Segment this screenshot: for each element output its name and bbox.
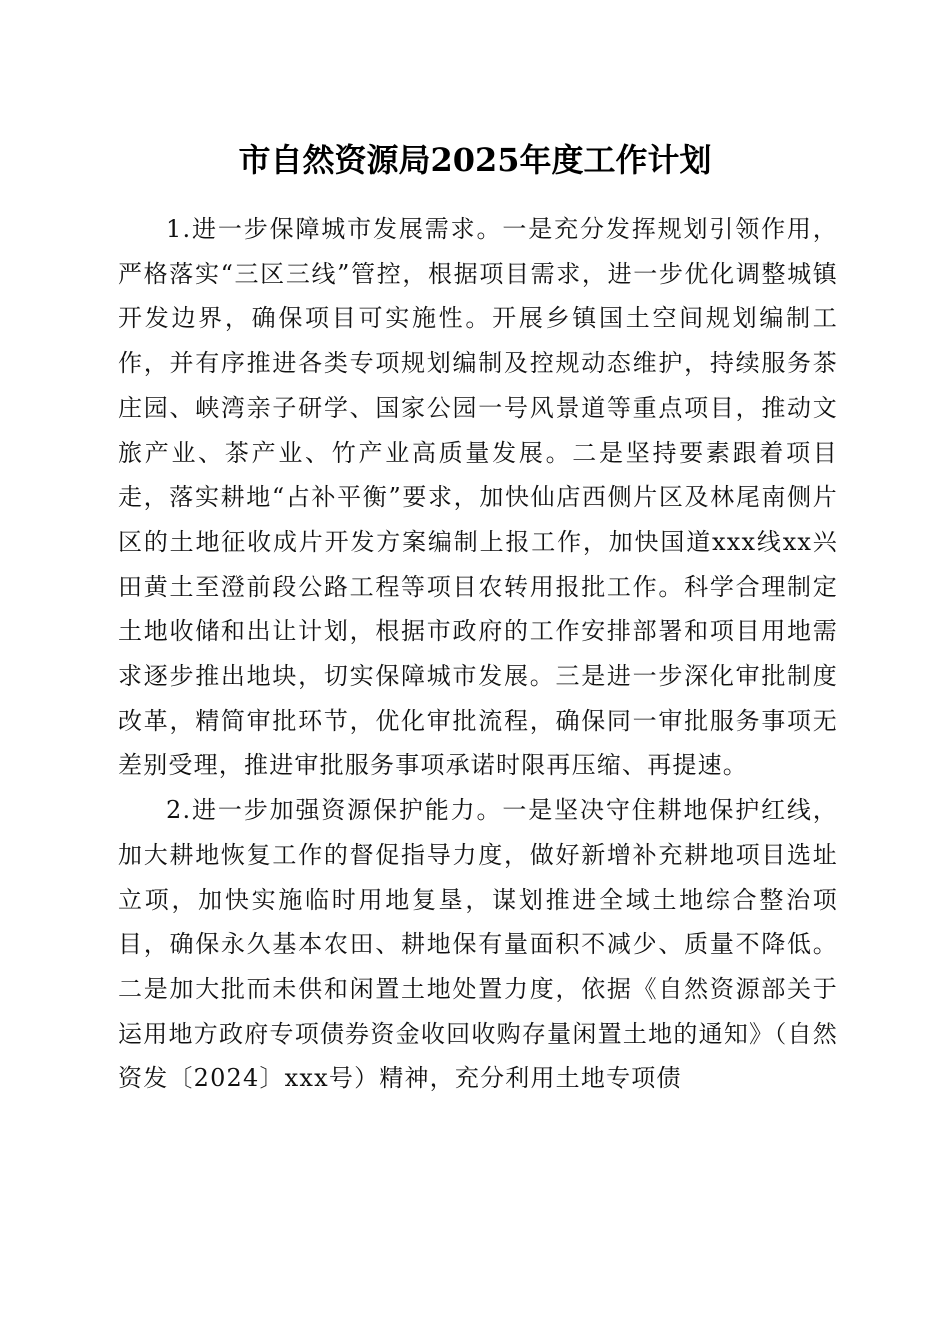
paragraph-1: 1.进一步保障城市发展需求。一是充分发挥规划引领作用，严格落实“三区三线”管控，根据项目需求，进一步优化调整城镇开发边界，确保项目可实施性。开展乡镇国土空间规划编制工作，并有序推进各类专项规划编制及控规动态维护，持续服务茶庄园、峡湾亲子研学、国家公园一号风景道等重点项目，推动文旅产业、茶产业、竹产业高质量发展。二是坚持要素跟着项目走，落实耕地“占补平衡”要求，加快仙店西侧片区及林尾南侧片区的土地征收成片开发方案编制上报工作，加快国道xxx线xx兴田黄土至澄前段公路工程等项目农转用报批工作。科学合理制定土地收储和出让计划，根据市政府的工作安排部署和项目用地需求逐步推出地块，切实保障城市发展。三是进一步深化审批制度改革，精简审批环节，优化审批流程，确保同一审批服务事项无差别受理，推进审批服务事项承诺时限再压缩、再提速。 bbox=[118, 215, 838, 780]
paragraph-2: 2.进一步加强资源保护能力。一是坚决守住耕地保护红线，加大耕地恢复工作的督促指导力度，做好新增补充耕地项目选址立项，加快实施临时用地复垦，谋划推进全域土地综合整治项目，确保永久基本农田、耕地保有量面积不减少、质量不降低。二是加大批而未供和闲置土地处置力度，依据《自然资源部关于运用地方政府专项债券资金收回收购存量闲置土地的通知》（自然资发〔2024〕xxx号）精神，充分利用土地专项债 bbox=[118, 796, 838, 1093]
document-body bbox=[118, 207, 838, 1101]
document-title: 市自然资源局2025年度工作计划 bbox=[238, 141, 712, 179]
